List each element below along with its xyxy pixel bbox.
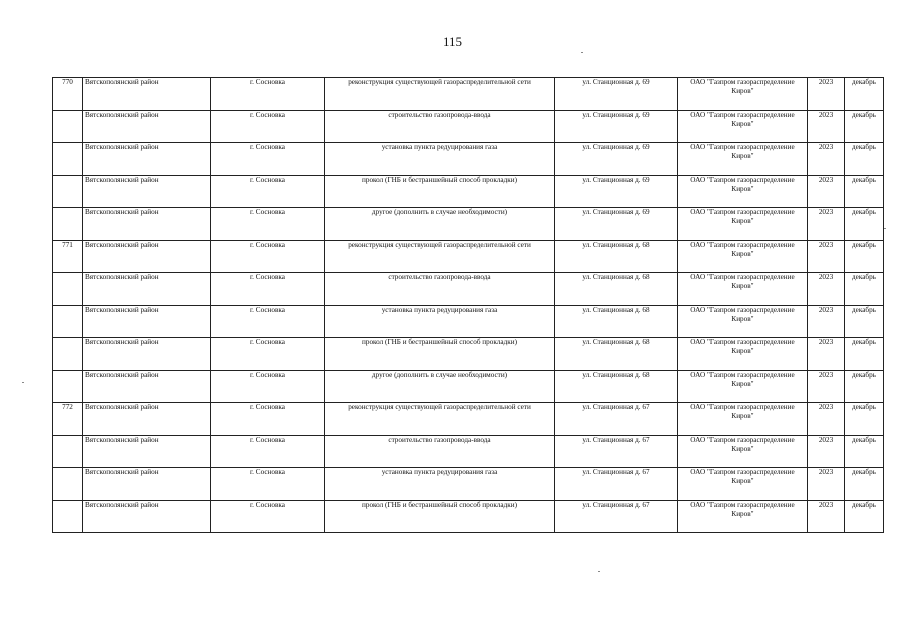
work-type-cell: [325, 208, 555, 241]
year-cell: 2023: [808, 208, 845, 241]
year-cell: 2023: [808, 78, 845, 111]
locality-cell: г. Сосновка: [211, 468, 325, 501]
month-cell: декабрь: [845, 403, 884, 436]
month-cell: декабрь: [845, 175, 884, 208]
organization-cell: ОАО "Газпром газораспределение Киров": [678, 338, 808, 371]
row-number-cell: [53, 143, 83, 176]
table-row: [53, 370, 884, 403]
district-cell: Вятскополянский район: [83, 273, 211, 306]
table-row: [53, 500, 884, 533]
work-type-cell: [325, 175, 555, 208]
locality-cell: г. Сосновка: [211, 110, 325, 143]
row-number-cell: [53, 370, 83, 403]
work-type-text: прокол (ГНБ и бестраншейный способ прокладки): [362, 500, 517, 509]
work-type-cell: [325, 240, 555, 273]
locality-cell: г. Сосновка: [211, 500, 325, 533]
locality-cell: г. Сосновка: [211, 208, 325, 241]
work-type-cell: [325, 500, 555, 533]
address-cell: ул. Станционная д. 69: [555, 110, 678, 143]
address-cell: ул. Станционная д. 69: [555, 208, 678, 241]
month-cell: декабрь: [845, 273, 884, 306]
month-cell: декабрь: [845, 78, 884, 111]
work-type-text: строительство газопровода-ввода: [388, 435, 491, 444]
year-cell: 2023: [808, 110, 845, 143]
year-cell: 2023: [808, 338, 845, 371]
locality-cell: г. Сосновка: [211, 403, 325, 436]
address-cell: ул. Станционная д. 69: [555, 175, 678, 208]
month-cell: декабрь: [845, 435, 884, 468]
table-row: [53, 305, 884, 338]
row-number-cell: [53, 273, 83, 306]
work-type-cell: [325, 78, 555, 111]
organization-cell: ОАО "Газпром газораспределение Киров": [678, 110, 808, 143]
registry-table-body: [53, 78, 884, 533]
year-cell: 2023: [808, 370, 845, 403]
year-cell: 2023: [808, 468, 845, 501]
month-cell: декабрь: [845, 110, 884, 143]
district-cell: Вятскополянский район: [83, 110, 211, 143]
row-number-cell: 772: [53, 403, 83, 436]
work-type-cell: [325, 305, 555, 338]
table-row: [53, 468, 884, 501]
table-row: [53, 143, 884, 176]
row-number-cell: [53, 305, 83, 338]
year-cell: 2023: [808, 240, 845, 273]
month-cell: декабрь: [845, 240, 884, 273]
work-type-cell: [325, 435, 555, 468]
table-row: [53, 208, 884, 241]
address-cell: ул. Станционная д. 69: [555, 78, 678, 111]
address-cell: ул. Станционная д. 68: [555, 338, 678, 371]
address-cell: ул. Станционная д. 68: [555, 305, 678, 338]
work-type-text: прокол (ГНБ и бестраншейный способ прокладки): [362, 175, 517, 184]
scan-speck: [22, 382, 24, 383]
address-cell: ул. Станционная д. 68: [555, 273, 678, 306]
work-type-text: другое (дополнить в случае необходимости): [371, 370, 508, 379]
address-cell: ул. Станционная д. 67: [555, 468, 678, 501]
table-row: [53, 273, 884, 306]
work-type-text: реконструкция существующей газораспределительной сети: [348, 403, 531, 411]
work-type-cell: [325, 143, 555, 176]
work-type-text: реконструкция существующей газораспределительной сети: [348, 240, 531, 249]
row-number-cell: [53, 338, 83, 371]
organization-cell: ОАО "Газпром газораспределение Киров": [678, 468, 808, 501]
district-cell: Вятскополянский район: [83, 78, 211, 111]
row-number-cell: 770: [53, 78, 83, 111]
work-type-text: строительство газопровода-ввода: [388, 273, 491, 281]
table-row: [53, 435, 884, 468]
locality-cell: г. Сосновка: [211, 370, 325, 403]
organization-cell: ОАО "Газпром газораспределение Киров": [678, 240, 808, 273]
row-number-cell: 771: [53, 240, 83, 273]
organization-cell: ОАО "Газпром газораспределение Киров": [678, 143, 808, 176]
year-cell: 2023: [808, 435, 845, 468]
district-cell: Вятскополянский район: [83, 208, 211, 241]
work-type-cell: [325, 273, 555, 306]
organization-cell: ОАО "Газпром газораспределение Киров": [678, 500, 808, 533]
year-cell: 2023: [808, 500, 845, 533]
district-cell: Вятскополянский район: [83, 370, 211, 403]
row-number-cell: [53, 500, 83, 533]
work-type-text: установка пункта редуцирования газа: [381, 468, 498, 476]
month-cell: декабрь: [845, 370, 884, 403]
work-type-text: строительство газопровода-ввода: [388, 110, 491, 119]
locality-cell: г. Сосновка: [211, 435, 325, 468]
organization-cell: ОАО "Газпром газораспределение Киров": [678, 370, 808, 403]
page-number: 115: [442, 34, 463, 49]
district-cell: Вятскополянский район: [83, 305, 211, 338]
district-cell: Вятскополянский район: [83, 143, 211, 176]
scan-speck: [581, 52, 583, 53]
address-cell: ул. Станционная д. 67: [555, 435, 678, 468]
work-type-text: установка пункта редуцирования газа: [381, 305, 498, 314]
district-cell: Вятскополянский район: [83, 240, 211, 273]
work-type-cell: [325, 468, 555, 501]
gasification-registry-table: [52, 77, 884, 533]
year-cell: 2023: [808, 273, 845, 306]
address-cell: ул. Станционная д. 67: [555, 500, 678, 533]
work-type-cell: [325, 338, 555, 371]
address-cell: ул. Станционная д. 69: [555, 143, 678, 176]
work-type-text: другое (дополнить в случае необходимости): [371, 208, 508, 216]
work-type-cell: [325, 370, 555, 403]
year-cell: 2023: [808, 175, 845, 208]
month-cell: декабрь: [845, 500, 884, 533]
district-cell: Вятскополянский район: [83, 338, 211, 371]
locality-cell: г. Сосновка: [211, 305, 325, 338]
locality-cell: г. Сосновка: [211, 338, 325, 371]
row-number-cell: [53, 435, 83, 468]
month-cell: декабрь: [845, 305, 884, 338]
work-type-cell: [325, 110, 555, 143]
organization-cell: ОАО "Газпром газораспределение Киров": [678, 175, 808, 208]
table-row: [53, 110, 884, 143]
district-cell: Вятскополянский район: [83, 175, 211, 208]
work-type-text: реконструкция существующей газораспределительной сети: [348, 78, 531, 86]
locality-cell: г. Сосновка: [211, 273, 325, 306]
table-row: [53, 240, 884, 273]
address-cell: ул. Станционная д. 68: [555, 240, 678, 273]
district-cell: Вятскополянский район: [83, 468, 211, 501]
work-type-text: установка пункта редуцирования газа: [381, 143, 498, 151]
row-number-cell: [53, 468, 83, 501]
district-cell: Вятскополянский район: [83, 403, 211, 436]
locality-cell: г. Сосновка: [211, 175, 325, 208]
address-cell: ул. Станционная д. 68: [555, 370, 678, 403]
organization-cell: ОАО "Газпром газораспределение Киров": [678, 403, 808, 436]
scan-speck: [598, 571, 600, 572]
table-row: [53, 403, 884, 436]
organization-cell: ОАО "Газпром газораспределение Киров": [678, 78, 808, 111]
district-cell: Вятскополянский район: [83, 500, 211, 533]
month-cell: декабрь: [845, 338, 884, 371]
locality-cell: г. Сосновка: [211, 143, 325, 176]
locality-cell: г. Сосновка: [211, 78, 325, 111]
work-type-cell: [325, 403, 555, 436]
year-cell: 2023: [808, 403, 845, 436]
locality-cell: г. Сосновка: [211, 240, 325, 273]
year-cell: 2023: [808, 143, 845, 176]
row-number-cell: [53, 175, 83, 208]
month-cell: декабрь: [845, 208, 884, 241]
organization-cell: ОАО "Газпром газораспределение Киров": [678, 273, 808, 306]
district-cell: Вятскополянский район: [83, 435, 211, 468]
row-number-cell: [53, 110, 83, 143]
year-cell: 2023: [808, 305, 845, 338]
organization-cell: ОАО "Газпром газораспределение Киров": [678, 208, 808, 241]
work-type-text: прокол (ГНБ и бестраншейный способ прокладки): [362, 338, 517, 346]
table-row: [53, 338, 884, 371]
organization-cell: ОАО "Газпром газораспределение Киров": [678, 305, 808, 338]
table-row: [53, 175, 884, 208]
row-number-cell: [53, 208, 83, 241]
scan-speck: [884, 228, 886, 229]
organization-cell: ОАО "Газпром газораспределение Киров": [678, 435, 808, 468]
month-cell: декабрь: [845, 468, 884, 501]
address-cell: ул. Станционная д. 67: [555, 403, 678, 436]
table-row: [53, 78, 884, 111]
month-cell: декабрь: [845, 143, 884, 176]
